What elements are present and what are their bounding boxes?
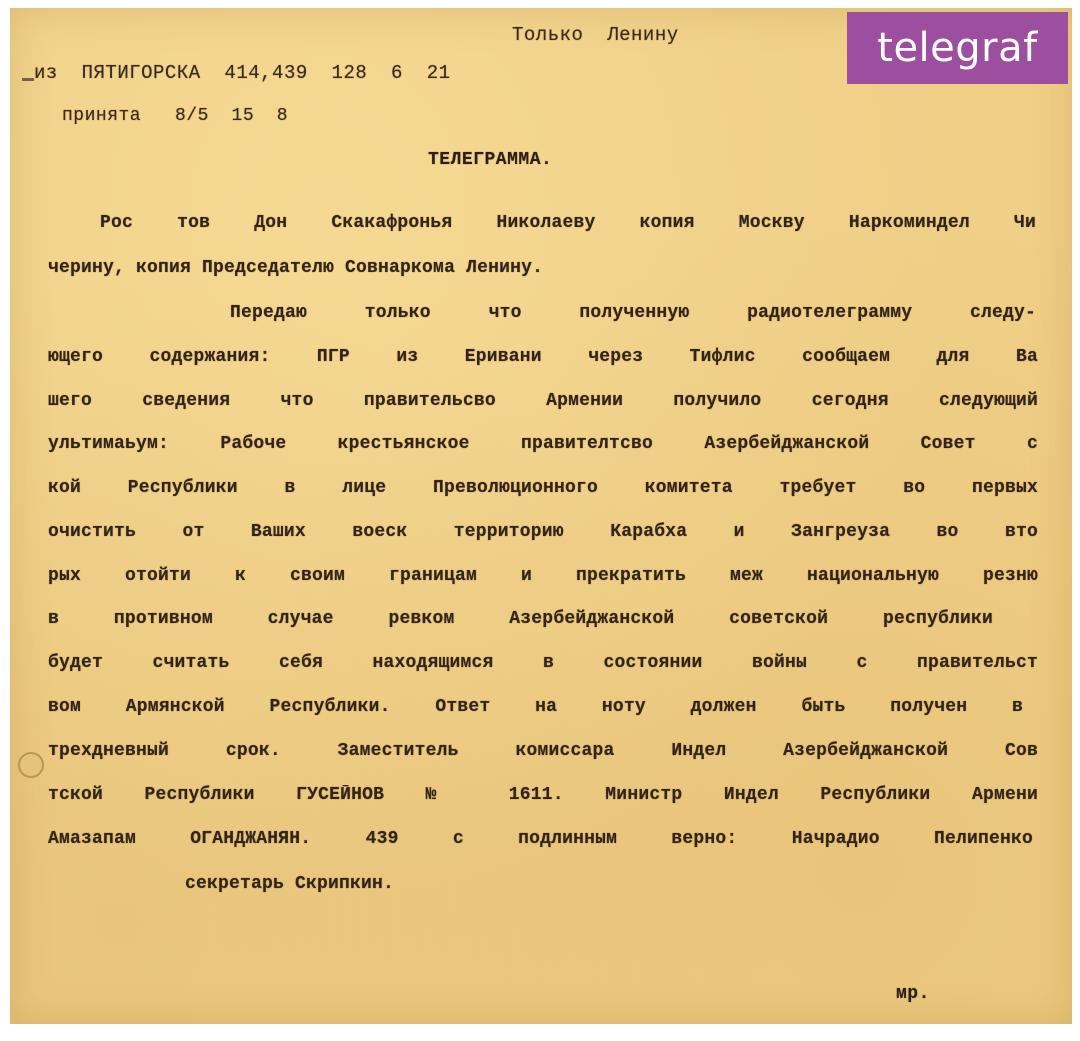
body-line-12: вом Армянской Республики. Ответ на ноту должен быть получен в	[48, 697, 1023, 717]
body-line-9: рых отойти к своим границам и прекратить меж национальную резню	[48, 566, 1038, 586]
body-line-5: шего сведения что правительсво Армении получило сегодня следующий	[48, 391, 1038, 411]
received-line: принята 8/5 15 8	[62, 106, 289, 126]
addressee-note: Только Ленину	[512, 24, 679, 46]
body-line-6: ультимаьум: Рабоче крестьянское правителтсво Азербейджанской Совет с	[48, 434, 1038, 454]
edge-mark	[22, 78, 34, 81]
body-line-11: будет считать себя находящимся в состоянии войны с правительст	[48, 653, 1038, 673]
origin-line: из ПЯТИГОРСКА 414,439 128 6 21	[34, 62, 451, 84]
watermark-badge	[847, 12, 1068, 84]
operator-initials: мр.	[896, 984, 930, 1004]
body-line-7: кой Республики в лице Преволюционного комитета требует во первых	[48, 478, 1038, 498]
watermark-text: telegraf	[877, 25, 1038, 71]
body-line-2: черину, копия Председателю Совнаркома Ленину.	[48, 258, 544, 278]
document-title: ТЕЛЕГРАММА.	[428, 150, 553, 170]
signature-line: секретарь Скрипкин.	[185, 874, 395, 894]
body-line-1: Рос тов Дон Скакафронья Николаеву копия Москву Наркоминдел Чи	[100, 213, 1036, 233]
body-line-4: ющего содержания: ПГР из Еривани через Тифлис сообщаем для Ва	[48, 347, 1038, 367]
body-line-10: в противном случае ревком Азербейджанской советской республики	[48, 609, 993, 629]
body-line-13: трехдневный срок. Заместитель комиссара Индел Азербейджанской Сов	[48, 741, 1038, 761]
punch-hole	[18, 752, 44, 778]
body-line-3: Передаю только что полученную радиотелеграмму следу-	[230, 303, 1036, 323]
body-line-15: Амазапам ОГАНДЖАНЯН. 439 с подлинным верно: Начрадио Пелипенко	[48, 829, 1033, 849]
body-line-8: очистить от Ваших воеск территорию Карабха и Зангреуза во вто	[48, 522, 1038, 542]
body-line-14: тской Республики ГУСЕЙНОВ № 1611. Министр Индел Республики Армени	[48, 785, 1038, 805]
